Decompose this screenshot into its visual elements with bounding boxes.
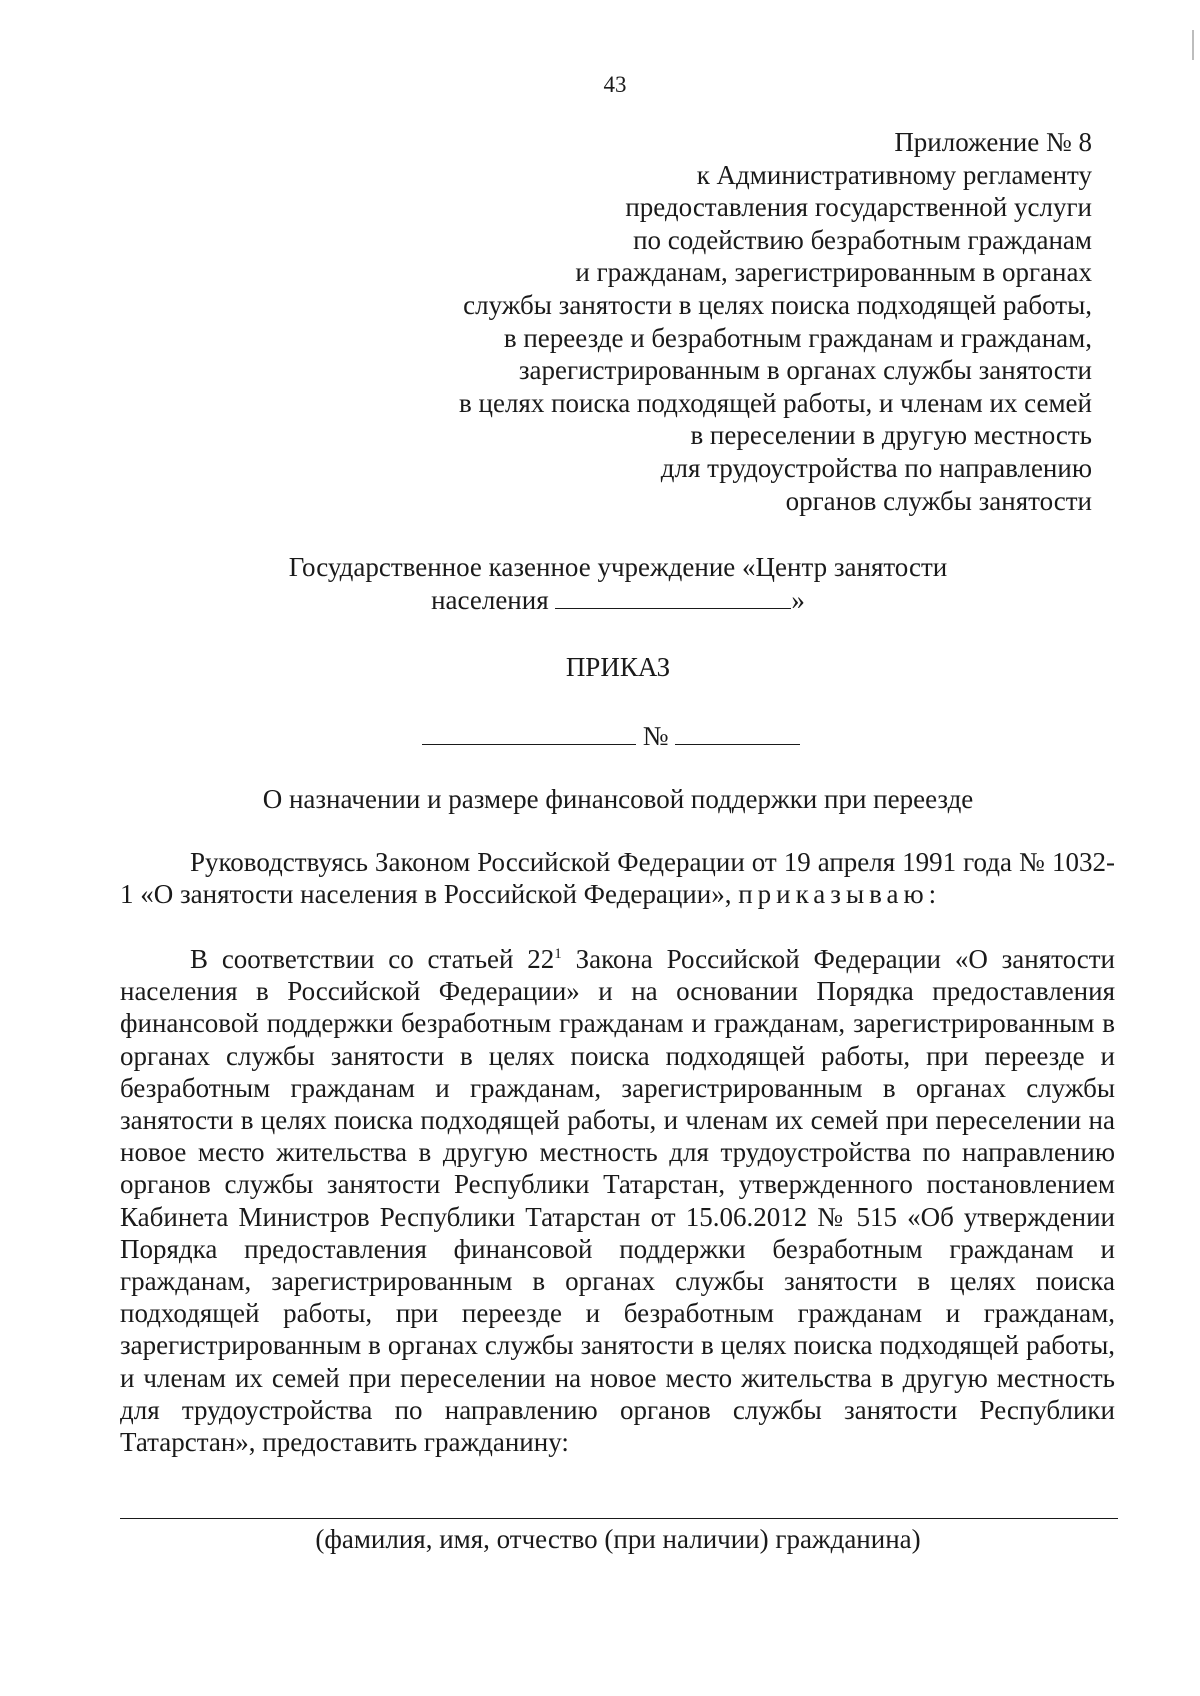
organization-prefix: населения <box>431 585 549 615</box>
appendix-header <box>332 126 1092 517</box>
main-text-start: В соответствии со статьей 22 <box>190 944 555 974</box>
article-superscript: 1 <box>554 946 562 962</box>
organization-name <box>0 551 1200 617</box>
appendix-line: зарегистрированным в органах службы занятости <box>518 355 1092 386</box>
organization-line-2 <box>0 584 1200 617</box>
appendix-line: в переезде и безработным гражданам и гражданам, <box>503 322 1092 353</box>
order-title: ПРИКАЗ <box>565 652 671 682</box>
scan-artifact <box>1192 30 1194 60</box>
order-number-sign: № <box>642 721 669 751</box>
citizen-name-caption: (фамилия, имя, отчество (при наличии) гражданина) <box>315 1524 921 1554</box>
appendix-line: для трудоустройства по направлению <box>660 452 1092 483</box>
preamble-paragraph <box>120 846 1115 910</box>
appendix-line: в переселении в другую местность <box>690 420 1092 451</box>
main-text-rest: Закона Российской Федерации «О занятости населения в Российской Федерации» и на основании Порядка предоставления финансовой поддержки безработным гражданам и гражданам, зарегистрированным в органах службы занятости в целях поиска подходящей работы, при переезде и безработным гражданам и гражданам, зарегистрированным в органах службы занятости в целях поиска подходящей работы, и членам их семей при переселении на новое место жительства в другую местность для трудоустройства по направлению органов службы занятости Республики Татарстан, утвержденного постановлением Кабинета Министров Республики Татарстан от 15.06.2012 № 515 «Об утверждении Порядка предоставления финансовой поддержки безработным гражданам и гражданам, зарегистрированным в органах службы занятости в целях поиска подходящей работы, при переезде и безработным гражданам и гражданам, зарегистрированным в органах службы занятости в целях поиска подходящей работы, и членам их семей при переселении на новое место жительства в другую местность для трудоустройства по направлению органов службы занятости Республики Татарстан», предоставить гражданину: <box>120 944 1115 1458</box>
appendix-line: органов службы занятости <box>785 485 1092 516</box>
order-subject: О назначении и размере финансовой поддержки при переезде <box>262 784 974 814</box>
order-command: приказываю: <box>738 879 942 910</box>
appendix-line: к Административному регламенту <box>696 159 1092 190</box>
appendix-line: и гражданам, зарегистрированным в органах <box>575 257 1092 288</box>
appendix-line: службы занятости в целях поиска подходящей работы, <box>463 289 1092 320</box>
order-date-number <box>422 720 800 752</box>
main-paragraph <box>120 943 1115 1458</box>
appendix-line: в целях поиска подходящей работы, и членам их семей <box>459 387 1092 418</box>
organization-suffix: » <box>791 585 805 615</box>
order-number-blank <box>675 720 800 745</box>
citizen-name-line <box>120 1518 1118 1519</box>
appendix-line: Приложение № 8 <box>894 127 1092 157</box>
page-number: 43 <box>603 72 627 97</box>
organization-name-blank <box>555 584 791 609</box>
appendix-line: по содействию безработным гражданам <box>633 224 1092 255</box>
appendix-line: предоставления государственной услуги <box>625 192 1092 223</box>
order-date-blank <box>422 720 636 745</box>
preamble-text: Руководствуясь Законом Российской Федерации от 19 апреля 1991 года № 1032-1 «О занятости населения в Российской Федерации», <box>120 847 1115 910</box>
organization-line-1: Государственное казенное учреждение «Центр занятости <box>288 552 948 582</box>
